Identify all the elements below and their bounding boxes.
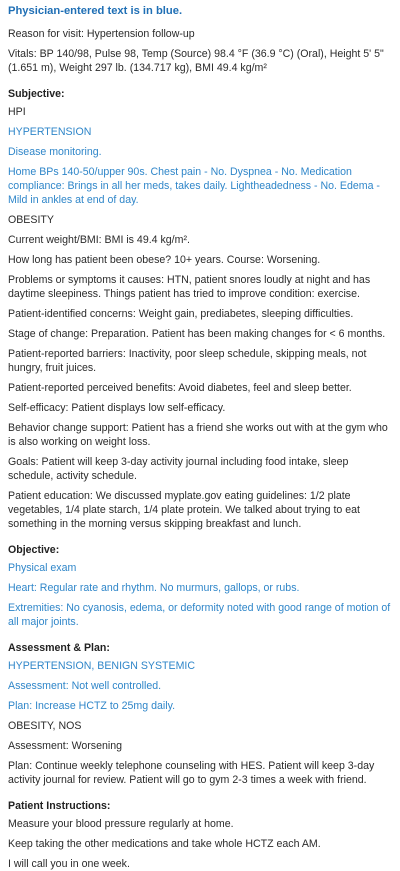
extremities-exam: Extremities: No cyanosis, edema, or deformity noted with good range of motion of all major joints. bbox=[8, 602, 391, 628]
obesity-diagnosis: OBESITY, NOS bbox=[8, 720, 82, 732]
vitals: Vitals: BP 140/98, Pulse 98, Temp (Source) 98.4 °F (36.9 °C) (Oral), Height 5' 5" (1.651 m), Weight 297 lb. (134.717 kg), BMI 49.4 kg/m² bbox=[8, 48, 384, 74]
obesity-line: Current weight/BMI: BMI is 49.4 kg/m². bbox=[8, 234, 190, 246]
obesity-line: Goals: Patient will keep 3-day activity journal including food intake, sleep schedule, activity schedule. bbox=[8, 456, 349, 482]
obesity-assessment: Assessment: Worsening bbox=[8, 740, 123, 752]
htn-plan: Plan: Increase HCTZ to 25mg daily. bbox=[8, 700, 176, 712]
htn-detail: Home BPs 140-50/upper 90s. Chest pain - No. Dyspnea - No. Medication compliance: Brings in all her meds, takes daily. Lightheadedness - No. Edema - Mild in ankles at end of day. bbox=[8, 166, 380, 206]
htn-disease-monitoring: Disease monitoring. bbox=[8, 146, 102, 158]
instruction-line: Measure your blood pressure regularly at home. bbox=[8, 818, 234, 830]
physical-exam: Physical exam bbox=[8, 562, 77, 574]
obesity-line: Patient education: We discussed myplate.gov eating guidelines: 1/2 plate vegetables, 1/4 plate starch, 1/4 plate protein. We talked about trying to eat something in the morning versus skipping breakfast and lunch. bbox=[8, 490, 360, 530]
obesity-title: OBESITY bbox=[8, 214, 54, 226]
instructions-section bbox=[8, 799, 392, 871]
legend-banner: Physician-entered text is in blue. bbox=[8, 5, 183, 17]
obesity-line: Self-efficacy: Patient displays low self-efficacy. bbox=[8, 402, 226, 414]
htn-diagnosis: HYPERTENSION, BENIGN SYSTEMIC bbox=[8, 660, 195, 672]
assessment-heading: Assessment & Plan: bbox=[8, 642, 110, 654]
subjective-heading: Subjective: bbox=[8, 88, 65, 100]
objective-heading: Objective: bbox=[8, 544, 60, 556]
heart-exam: Heart: Regular rate and rhythm. No murmurs, gallops, or rubs. bbox=[8, 582, 300, 594]
instruction-line: Keep taking the other medications and take whole HCTZ each AM. bbox=[8, 838, 321, 850]
obesity-line: Behavior change support: Patient has a friend she works out with at the gym who is also working on weight loss. bbox=[8, 422, 388, 448]
obesity-line: Stage of change: Preparation. Patient has been making changes for < 6 months. bbox=[8, 328, 386, 340]
reason-for-visit: Reason for visit: Hypertension follow-up bbox=[8, 28, 195, 40]
obesity-line: How long has patient been obese? 10+ years. Course: Worsening. bbox=[8, 254, 321, 266]
obesity-line: Patient-identified concerns: Weight gain, prediabetes, sleeping difficulties. bbox=[8, 308, 354, 320]
instruction-line: I will call you in one week. bbox=[8, 858, 130, 870]
objective-section bbox=[8, 543, 392, 629]
htn-title: HYPERTENSION bbox=[8, 126, 92, 138]
obesity-line: Problems or symptoms it causes: HTN, patient snores loudly at night and has daytime sleepiness. Things patient has tried to improve condition: exercise. bbox=[8, 274, 371, 300]
subjective-section bbox=[8, 87, 392, 531]
hpi-label: HPI bbox=[8, 106, 26, 118]
instructions-heading: Patient Instructions: bbox=[8, 800, 111, 812]
obesity-line: Patient-reported perceived benefits: Avoid diabetes, feel and sleep better. bbox=[8, 382, 352, 394]
htn-assessment: Assessment: Not well controlled. bbox=[8, 680, 162, 692]
assessment-section bbox=[8, 641, 392, 787]
obesity-line: Patient-reported barriers: Inactivity, poor sleep schedule, skipping meals, not hungry, fruit juices. bbox=[8, 348, 367, 374]
obesity-plan: Plan: Continue weekly telephone counseling with HES. Patient will keep 3-day activity journal for review. Patient will go to gym 2-3 times a week with friend. bbox=[8, 760, 375, 786]
